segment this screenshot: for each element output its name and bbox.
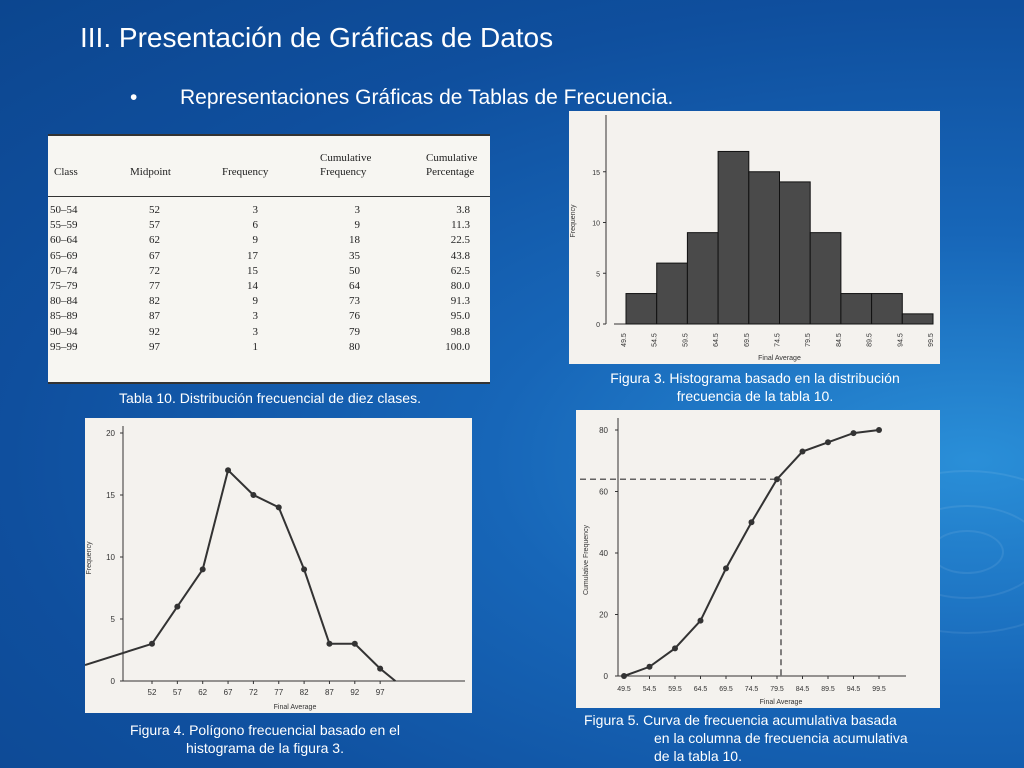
polygon-panel [85,418,472,713]
figure3-caption [555,369,955,405]
histogram-chart [569,111,940,364]
data-point [225,467,231,473]
data-point [149,641,155,647]
table-cell: 97 [149,340,160,353]
cumulative-frequency-chart [576,410,940,708]
histogram-bar [810,233,841,324]
data-point [647,664,653,670]
table-cell: 3 [354,204,360,216]
histogram-bar [841,294,872,324]
data-point [723,565,729,571]
table-cell: 80.0 [450,280,470,292]
table-cell: 73 [349,295,360,308]
y-tick-label: 15 [592,169,600,177]
y-axis-label: Cumulative Frequency [583,524,590,596]
x-tick-label: 52 [147,688,157,697]
data-point [352,641,358,647]
x-tick-label: 94.5 [897,333,905,347]
x-tick-label: 54.5 [651,333,659,347]
frequency-polygon-line [85,470,395,681]
figure3-caption-line: Figura 3. Histograma basado en la distribución [610,370,900,386]
y-tick-label: 10 [106,553,115,562]
table-cell: 92 [149,325,160,338]
y-tick-label: 80 [599,426,608,435]
table-cell: 77 [149,280,160,292]
x-tick-label: 64.5 [693,686,708,693]
table-cell: 9 [252,295,258,308]
figure5-caption-line: de la tabla 10. [654,748,742,764]
data-point [174,604,180,610]
histogram-bar [626,294,657,324]
figure3-caption-line: frecuencia de la tabla 10. [676,388,834,404]
y-tick-label: 20 [106,429,115,438]
data-point [825,439,831,445]
table-cell: 100.0 [445,340,470,353]
table-cell: 18 [349,234,360,247]
table-cell: 55–59 [50,219,78,232]
table-cell: 50–54 [50,204,78,216]
x-tick-label: 69.5 [719,686,733,693]
table-header-cell: Midpoint [130,166,171,178]
table-cell: 50 [349,264,360,277]
table-cell: 57 [149,219,160,232]
y-tick-label: 0 [603,672,608,681]
slide-title: III. Presentación de Gráficas de Datos [80,22,554,53]
table-cell: 14 [247,280,258,292]
x-tick-label: 64.5 [713,333,721,347]
figure5-caption-line: Figura 5. Curva de frecuencia acumulativa basada [584,712,897,728]
y-tick-label: 15 [106,491,115,500]
table-cell: 3.8 [456,204,470,216]
y-tick-label: 0 [596,322,600,329]
histogram-bar [902,314,933,324]
table-cell: 85–89 [50,310,78,323]
bullet-symbol: • [130,86,138,109]
table-cell: 52 [149,204,160,216]
x-tick-label: 99.5 [872,686,886,693]
y-tick-label: 10 [592,220,600,228]
table-cell: 67 [149,249,160,262]
y-axis-label: Frequency [570,204,577,238]
y-tick-label: 0 [110,677,115,686]
x-tick-label: 69.5 [743,333,751,347]
table-cell: 64 [349,280,360,292]
table-cell: 65–69 [50,249,78,262]
histogram-bar [872,294,903,324]
table-cell: 82 [149,295,160,308]
x-tick-label: 72 [248,688,258,697]
table-cell: 79 [349,325,360,338]
y-axis-label: Frequency [86,541,93,575]
table-cell: 75–79 [50,280,78,292]
table-cell: 6 [252,219,258,232]
table-cell: 9 [252,234,258,247]
x-tick-label: 59.5 [682,333,690,347]
table-cell: 17 [247,249,258,262]
x-axis-label: Final Average [273,704,317,711]
x-tick-label: 87 [324,688,334,697]
table-cell: 60–64 [50,234,78,247]
x-tick-label: 59.5 [668,686,682,693]
table-cell: 3 [252,310,258,323]
x-tick-label: 79.5 [770,686,784,693]
table-cell: 1 [252,340,258,353]
table-cell: 98.8 [450,325,470,338]
data-point [851,430,857,436]
data-point [800,449,806,455]
x-tick-label: 89.5 [821,686,835,693]
data-point [749,519,755,525]
y-tick-label: 5 [596,271,600,279]
x-tick-label: 89.5 [866,333,874,347]
histogram-bar [780,182,811,324]
table-header-cell: Class [54,166,78,178]
table-cell: 3 [252,325,258,338]
table-cell: 35 [349,249,360,262]
x-tick-label: 79.5 [805,333,813,347]
x-tick-label: 49.5 [621,333,628,347]
figure4-caption-line: Figura 4. Polígono frecuencial basado en el [129,722,401,738]
data-point [621,673,627,679]
x-tick-label: 54.5 [642,686,657,693]
data-point [876,427,882,433]
y-tick-label: 60 [599,487,608,497]
y-tick-label: 20 [599,610,608,620]
table-cell: 91.3 [450,295,470,308]
x-tick-label: 94.5 [846,686,861,693]
table-cell: 87 [149,310,160,323]
histogram-bar [687,233,718,324]
figure4-caption [85,721,445,757]
table-header-cell: Cumulative [426,152,478,164]
x-tick-label: 77 [274,688,284,697]
x-tick-label: 74.5 [774,333,782,347]
data-point [672,645,678,651]
table-cell: 9 [354,219,360,232]
y-tick-label: 40 [599,549,608,558]
table-caption: Tabla 10. Distribución frecuencial de diez clases. [119,390,421,406]
table-header-cell: Percentage [426,166,475,178]
table-cell: 80–84 [50,295,78,308]
x-axis-label: Final Average [759,699,803,706]
table-cell: 22.5 [450,234,470,247]
x-tick-label: 84.5 [795,686,810,693]
table-cell: 62 [149,234,160,247]
x-tick-label: 99.5 [928,333,935,347]
table-cell: 72 [149,264,160,277]
x-tick-label: 84.5 [835,333,843,347]
figure5-caption-line: en la columna de frecuencia acumulativa [654,730,908,746]
data-point [250,492,256,498]
table-cell: 70–74 [50,264,78,277]
table-cell: 3 [252,204,258,216]
data-point [200,566,206,572]
table-header-divider [48,196,490,197]
frequency-polygon-chart [85,418,472,713]
data-point [774,476,780,482]
table-cell: 80 [349,340,360,353]
figure4-caption-line: histograma de la figura 3. [186,740,344,756]
x-tick-label: 49.5 [617,686,631,693]
table-cell: 95.0 [450,310,470,323]
table-cell: 95–99 [50,340,78,353]
data-point [301,566,307,572]
x-tick-label: 62 [198,688,208,697]
histogram-bar [749,172,780,324]
bullet-item [130,86,673,110]
histogram-bar [718,151,749,324]
table-header-cell: Cumulative [320,152,372,164]
figure5-caption [584,711,964,765]
table-cell: 11.3 [451,219,470,232]
x-tick-label: 97 [375,688,385,697]
x-tick-label: 74.5 [744,686,759,693]
table-cell: 90–94 [50,325,78,338]
data-point [698,618,704,624]
table-header-cell: Frequency [222,166,269,178]
ogive-panel [576,410,940,708]
x-tick-label: 67 [223,688,233,697]
table-header-cell: Frequency [320,166,367,178]
x-axis-label: Final Average [758,355,801,362]
table-cell: 76 [349,310,360,323]
x-tick-label: 92 [350,688,360,697]
frequency-table [48,134,490,384]
x-tick-label: 82 [299,688,309,697]
bullet-text: Representaciones Gráficas de Tablas de Frecuencia. [180,86,674,109]
data-point [326,641,332,647]
data-point [276,504,282,510]
table-cell: 15 [247,264,258,277]
cumulative-frequency-line [624,430,879,676]
table-cell: 62.5 [450,264,470,277]
histogram-bar [657,263,688,324]
x-tick-label: 57 [172,688,182,697]
y-tick-label: 5 [110,615,115,624]
data-point [377,666,383,672]
histogram-panel [569,111,940,364]
table-cell: 43.8 [450,249,470,262]
